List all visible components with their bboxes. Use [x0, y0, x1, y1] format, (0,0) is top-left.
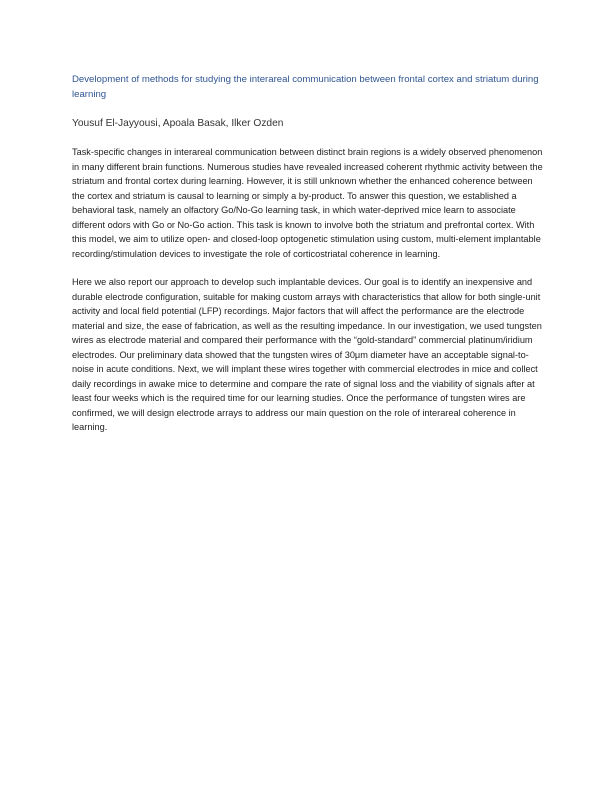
document-title: Development of methods for studying the interareal communication between frontal cortex and striatum during learning — [72, 74, 539, 100]
abstract-paragraph-2: Here we also report our approach to develop such implantable devices. Our goal is to identify an inexpensive and durable electrode configuration, suitable for making custom arrays with characteristics that allow for both single-unit activity and local field potential (LFP) recordings. Major factors that will affect the performance are the electrode material and size, the ease of fabrication, as well as the resulting impedance. In our investigation, we used tungsten wires as electrode material and compared their performance with the “gold-standard” commercial platinum/iridium electrodes. Our preliminary data showed that the tungsten wires of 30μm diameter have an acceptable signal-to-noise in acute conditions. Next, we will implant these wires together with commercial electrodes in mice and collect daily recordings in awake mice to determine and compare the rate of signal loss and the viability of signals after at least four weeks which is the required time for our learning studies. Once the performance of tungsten wires are confirmed, we will design electrode arrays to address our main question on the role of interareal coherence in learning. — [72, 277, 542, 432]
document-body — [72, 72, 544, 435]
abstract-paragraph-1: Task-specific changes in interareal communication between distinct brain regions is a widely observed phenomenon in many different brain functions. Numerous studies have revealed increased coherent rhythmic activity between the striatum and frontal cortex during learning. However, it is still unknown whether the enhanced coherence between the cortex and striatum is causal to learning or simply a by-product. To answer this question, we established a behavioral task, namely an olfactory Go/No-Go learning task, in which water-deprived mice learn to associate different odors with Go or No-Go action. This task is known to involve both the striatum and prefrontal cortex. With this model, we aim to utilize open- and closed-loop optogenetic stimulation using custom, multi-element implantable recording/stimulation devices to investigate the role of corticostriatal coherence in learning. — [72, 147, 543, 259]
author-list: Yousuf El-Jayyousi, Apoala Basak, Ilker Ozden — [72, 118, 284, 129]
